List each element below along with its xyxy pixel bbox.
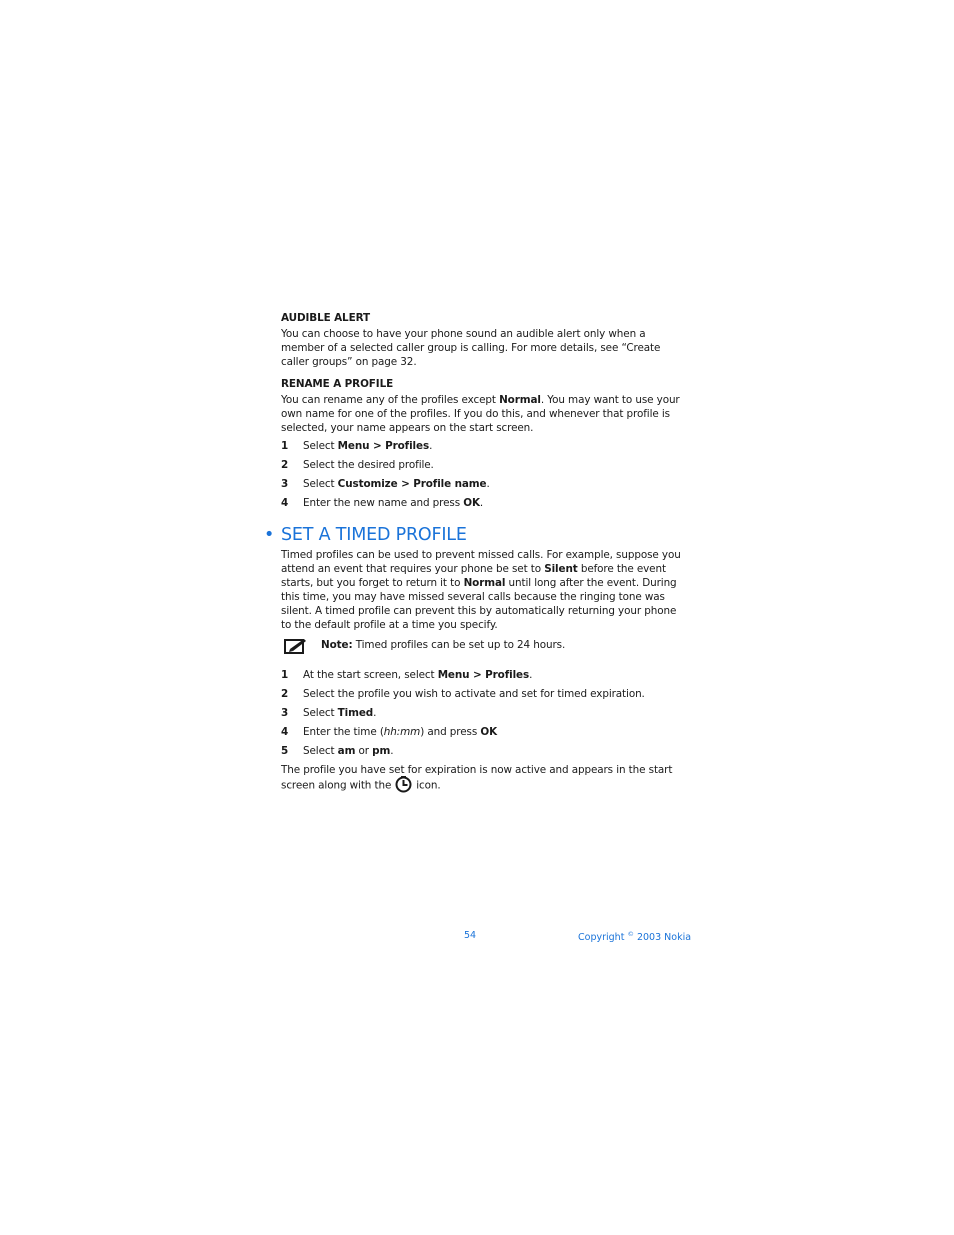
- step-bold: Customize > Profile name: [337, 478, 487, 490]
- step-bold: Menu > Profiles: [437, 669, 530, 681]
- copyright-text: Copyright: [578, 932, 628, 944]
- list-item: [281, 477, 681, 496]
- step-bold: pm: [372, 745, 391, 757]
- step-number: 3: [281, 707, 289, 719]
- step-text: ) and press: [420, 726, 481, 738]
- intro-bold: Silent: [544, 563, 578, 575]
- audible-alert-body: You can choose to have your phone sound an audible alert only when a member of a selected caller group is calling. For more details, see “Create caller groups” on page 32.: [281, 328, 661, 368]
- step-text: Select: [303, 707, 338, 719]
- list-item: [281, 725, 681, 744]
- list-item: [281, 744, 681, 763]
- timed-profile-section: [264, 524, 681, 794]
- intro-text: You can rename any of the profiles except: [281, 394, 500, 406]
- rename-steps-list: [281, 439, 681, 515]
- list-item: [281, 439, 681, 458]
- list-item: [281, 706, 681, 725]
- step-text: .: [390, 745, 394, 757]
- step-number: 4: [281, 726, 289, 738]
- closing-text: icon.: [416, 779, 441, 792]
- note-text: [321, 639, 565, 651]
- step-number: 5: [281, 745, 289, 757]
- intro-text: before the event starts, but you forget to return it to: [281, 563, 666, 589]
- step-text: Select the desired profile.: [303, 459, 434, 471]
- timed-steps-list: [281, 668, 681, 763]
- list-item: [281, 458, 681, 477]
- list-item: [281, 668, 681, 687]
- step-text: .: [429, 440, 433, 452]
- step-italic: hh:mm: [383, 726, 421, 738]
- intro-bold: Normal: [463, 577, 506, 589]
- step-text: At the start screen, select: [303, 669, 438, 681]
- rename-profile-intro: [281, 393, 681, 435]
- page-number: 54: [464, 930, 477, 941]
- audible-alert-section: [281, 311, 681, 369]
- step-bold: OK: [463, 497, 480, 509]
- step-text: .: [486, 478, 490, 490]
- step-text: or: [355, 745, 373, 757]
- copyright-symbol: ©: [627, 930, 634, 938]
- step-text: .: [373, 707, 377, 719]
- step-number: 2: [281, 688, 289, 700]
- step-number: 2: [281, 459, 289, 471]
- closing-text: The profile you have set for expiration is now active and appears in the start screen along with the: [281, 764, 673, 792]
- intro-text: . You may want to use your own name for one of the profiles. If you do this, and whenever that profile is selected, your name appears on the start screen.: [281, 394, 680, 434]
- timed-profile-intro: [281, 548, 681, 632]
- step-number: 3: [281, 478, 289, 490]
- note-pencil-icon: [284, 637, 306, 655]
- step-text: Enter the time (: [303, 726, 384, 738]
- audible-alert-heading: AUDIBLE ALERT: [281, 312, 370, 324]
- rename-profile-section: [281, 377, 681, 515]
- step-number: 1: [281, 669, 289, 681]
- step-bold: Menu > Profiles: [337, 440, 430, 452]
- step-bold: am: [337, 745, 356, 757]
- step-bold: Timed: [337, 707, 374, 719]
- step-text: Select: [303, 745, 338, 757]
- note-label: Note:: [321, 639, 353, 651]
- step-number: 1: [281, 440, 289, 452]
- intro-text: Timed profiles can be used to prevent missed calls. For example, suppose you attend an event that requires your phone be set to: [281, 549, 681, 575]
- page-content: [264, 311, 681, 794]
- timed-profile-closing: [281, 763, 681, 794]
- section-title: [264, 524, 681, 546]
- copyright-notice: [578, 930, 691, 943]
- step-bold: OK: [480, 726, 498, 738]
- step-text: Select the profile you wish to activate and set for timed expiration.: [303, 688, 645, 700]
- step-text: Select: [303, 440, 338, 452]
- rename-profile-heading: RENAME A PROFILE: [281, 378, 394, 390]
- bullet-icon: •: [264, 525, 275, 545]
- intro-bold: Normal: [499, 394, 541, 406]
- copyright-text: 2003 Nokia: [633, 932, 692, 944]
- step-text: Select: [303, 478, 338, 490]
- step-text: .: [529, 669, 533, 681]
- note-body: Timed profiles can be set up to 24 hours.: [352, 639, 566, 651]
- step-number: 4: [281, 497, 289, 509]
- clock-icon: [395, 776, 412, 793]
- section-title-text: SET A TIMED PROFILE: [281, 525, 467, 545]
- note-box: [281, 638, 681, 668]
- list-item: [281, 496, 681, 515]
- list-item: [281, 687, 681, 706]
- step-text: .: [479, 497, 484, 509]
- intro-text: until long after the event. During this time, you may have missed several calls because the ringing tone was silent. A timed profile can prevent this by automatically returning your phone to the default profile at a time you specify.: [281, 577, 677, 631]
- step-text: Enter the new name and press: [303, 497, 464, 509]
